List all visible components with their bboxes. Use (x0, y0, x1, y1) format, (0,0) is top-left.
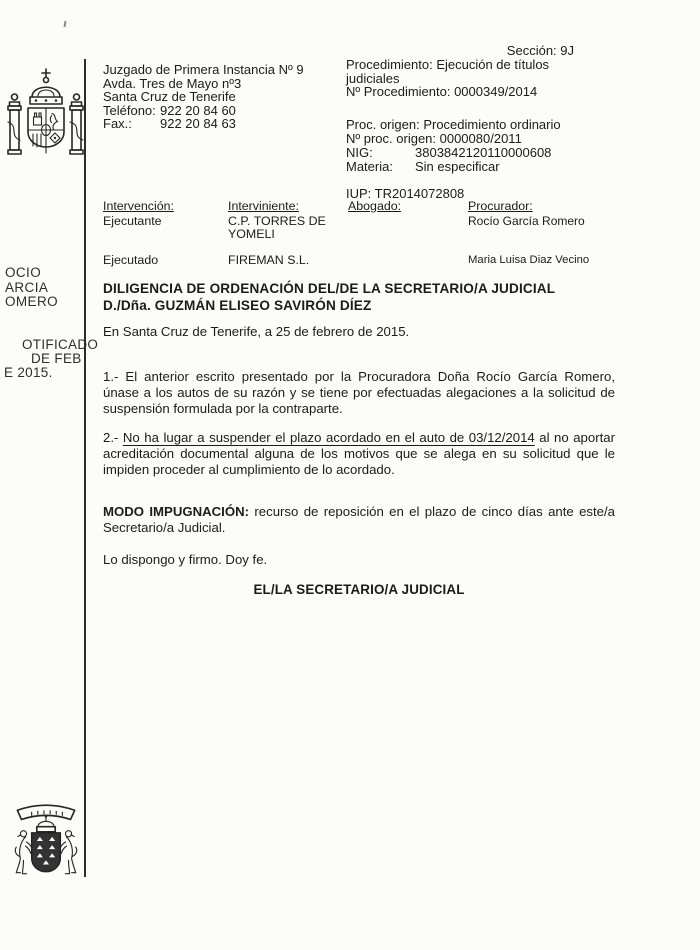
spain-coat-of-arms-icon (7, 66, 89, 172)
closing-line: Lo dispongo y firmo. Doy fe. (103, 552, 268, 567)
court-address-block (103, 63, 304, 131)
dateline: En Santa Cruz de Tenerife, a 25 de febrero de 2015. (103, 324, 410, 339)
point-2-underlined-text: No ha lugar a suspender el plazo acordado en el auto de 03/12/2014 (122, 430, 535, 445)
origin-procedure-line: Proc. origen: Procedimiento ordinario (346, 117, 561, 133)
appeal-notice-label: MODO IMPUGNACIÓN: (103, 504, 250, 519)
margin-vertical-rule (84, 59, 86, 877)
court-name: Juzgado de Primera Instancia Nº 9 (103, 62, 304, 77)
fax-label: Fax.: (103, 116, 132, 132)
court-fax (103, 117, 304, 131)
margin-stamp-name-fragment (5, 266, 58, 310)
nig-label: NIG: (346, 144, 373, 160)
appeal-notice-text: recurso de reposición en el plazo de cinco días ante este/a Secretario/a Judicial. (103, 504, 616, 535)
paragraph-point-1: 1.- El anterior escrito presentado por la Procuradora Doña Rocío García Romero, únase a los autos de su razón y se tiene por efectuadas alegaciones a la solicitud de suspensión formulada por la contraparte. (103, 369, 615, 416)
margin-stamp-notified-fragment (4, 338, 98, 380)
nig-line (346, 146, 586, 160)
paragraph-point-2 (103, 430, 615, 478)
materia-line (346, 160, 586, 174)
stamp-notified-line: E 2015. (4, 365, 53, 380)
party-row-abogado (348, 214, 468, 242)
point-2-number: 2.- (103, 430, 119, 445)
procedure-line: Procedimiento: Ejecución de títulos judiciales (346, 56, 550, 86)
iup-line: IUP: TR2014072808 (346, 186, 465, 202)
party-row-intervencion: Ejecutado (103, 252, 159, 267)
appeal-notice-paragraph (103, 504, 615, 536)
fax-value: 922 20 84 63 (160, 116, 236, 132)
document-title (103, 281, 615, 314)
col-header-interviniente: Interviniente: (228, 199, 299, 213)
col-header-procurador: Procurador: (468, 199, 533, 213)
title-line-1: DILIGENCIA DE ORDENACIÓN DEL/DE LA SECRETARIO/A JUDICIAL (103, 281, 556, 296)
party-row-procurador: Rocío García Romero (468, 213, 585, 228)
spacer (346, 99, 586, 118)
col-header-abogado: Abogado: (348, 199, 402, 213)
case-data-block (346, 44, 586, 201)
stamp-notified-line: DE FEB (31, 351, 82, 366)
scan-speck (63, 21, 66, 27)
phone-value: 922 20 84 60 (160, 102, 236, 118)
court-phone (103, 104, 304, 118)
procedure-number-line: Nº Procedimiento: 0000349/2014 (346, 84, 538, 100)
materia-value: Sin especificar (415, 158, 500, 174)
stamp-notified-line: OTIFICADO (22, 337, 99, 352)
point-2-rest-text: al no aportar acreditación documental alguna de los motivos que se alega en su solicitud que le impiden proceder al cumplimiento de lo acordado. (103, 430, 616, 477)
col-header-intervencion: Intervención: (103, 199, 174, 213)
party-row-procurador: Maria Luisa Diaz Vecino (468, 253, 590, 266)
nig-value: 3803842120110000608 (415, 144, 552, 160)
party-row-interviniente: FIREMAN S.L. (228, 252, 310, 267)
signature-title: EL/LA SECRETARIO/A JUDICIAL (253, 582, 465, 597)
stamp-name-line: ARCIA (5, 279, 49, 295)
party-row-interviniente: C.P. TORRES DE YOMELI (228, 213, 326, 241)
spacer (346, 173, 586, 187)
parties-table (103, 200, 615, 267)
court-street: Avda. Tres de Mayo nº3 (103, 75, 242, 91)
materia-label: Materia: (346, 158, 393, 174)
court-city: Santa Cruz de Tenerife (103, 89, 236, 105)
origin-number-line: Nº proc. origen: 0000080/2011 (346, 130, 522, 146)
section-line: Sección: 9J (506, 43, 574, 58)
party-row-abogado (348, 242, 468, 268)
phone-label: Teléfono: (103, 102, 156, 118)
party-row-intervencion: Ejecutante (103, 213, 162, 228)
canary-islands-coat-of-arms-icon (9, 799, 83, 885)
stamp-name-line: OMERO (5, 294, 59, 309)
stamp-name-line: OCIO (5, 265, 42, 280)
title-line-2: D./Dña. GUZMÁN ELISEO SAVIRÓN DÍEZ (103, 297, 372, 313)
